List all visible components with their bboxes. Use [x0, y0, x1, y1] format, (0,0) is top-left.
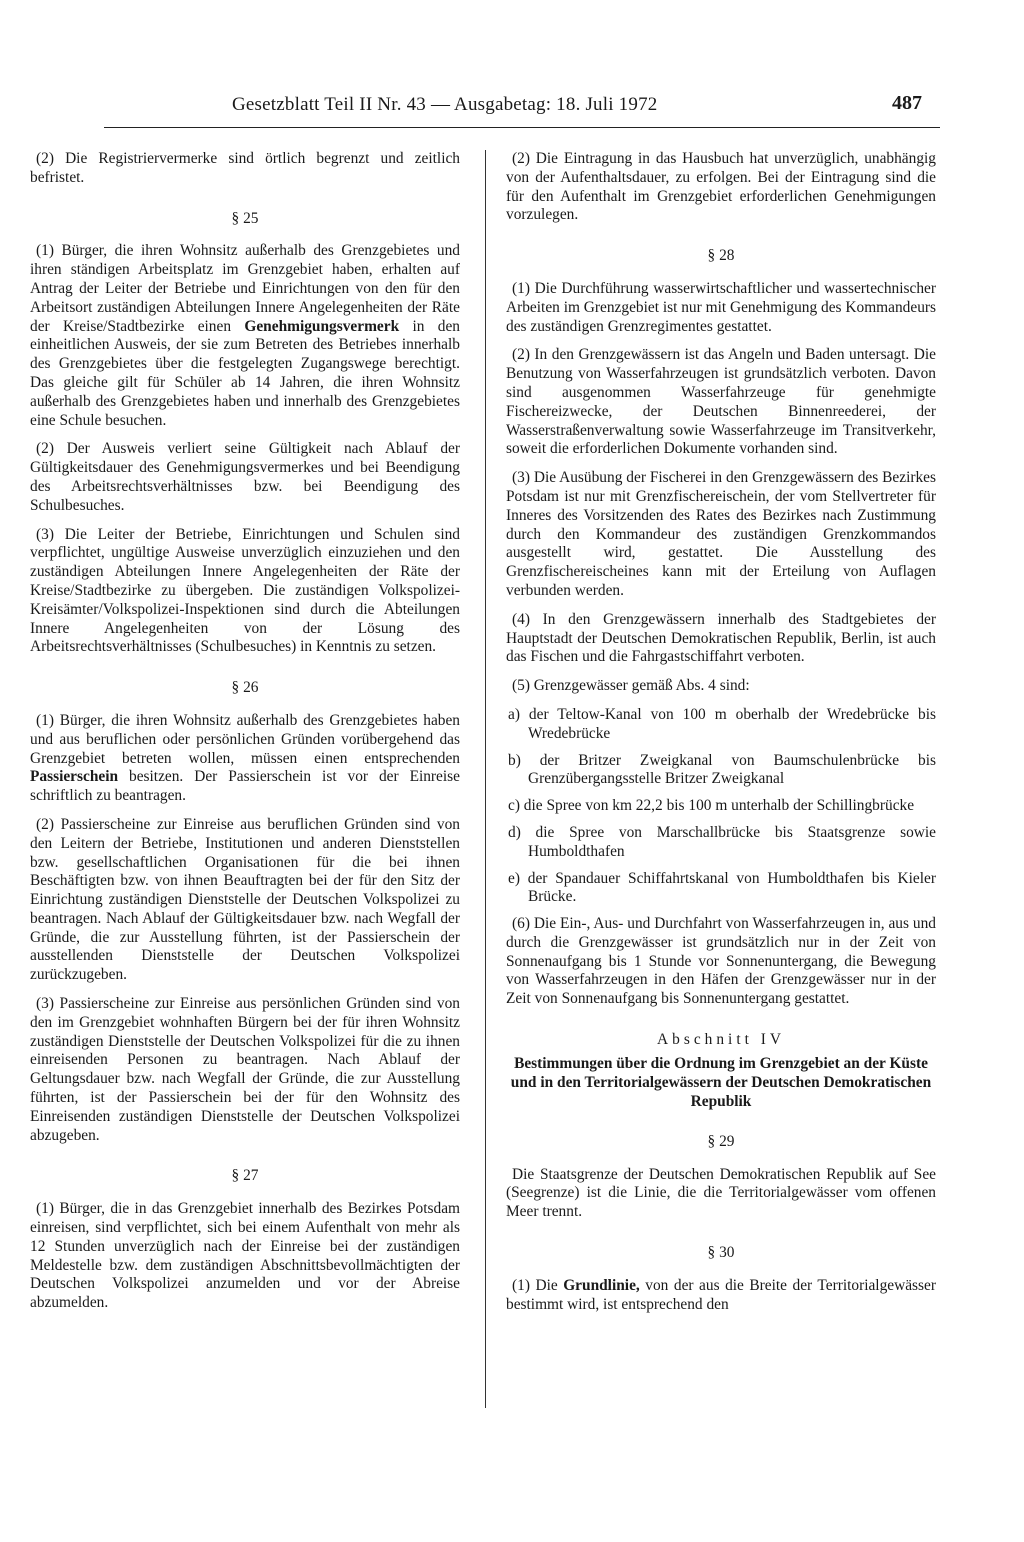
paragraph-30-1 [506, 1277, 936, 1315]
paragraph-27-1: (1) Bürger, die in das Grenzgebiet innerhalb des Bezirkes Potsdam einreisen, sind verpflichtet, sich bei einem Aufenthalt von mehr als 12 Stunden unverzüglich nach der Einreise bei der zuständigen Meldestelle bzw. dem zuständigen Abschnittsbevollmächtigten der Deutschen Volkspolizei anzumelden und vor der Abreise abzumelden. [30, 1200, 460, 1312]
list-item: e) der Spandauer Schiffahrtskanal von Humboldthafen bis Kieler Brücke. [508, 869, 936, 906]
text-run: (1) Die [512, 1276, 564, 1294]
section-heading-29: § 29 [707, 1132, 735, 1150]
page-number: 487 [892, 92, 922, 114]
section-heading-28: § 28 [707, 247, 735, 265]
paragraph-25-2: (2) Der Ausweis verliert seine Gültigkeit nach Ablauf der Gültigkeitsdauer des Genehmigungsvermerkes und bei Beendigung des Arbeitsrechtsverhältnisses bzw. bei Beendigung des Schulbesuches. [30, 440, 460, 514]
page-header [80, 80, 944, 128]
header-title: Gesetzblatt Teil II Nr. 43 — Ausgabetag: 18. Juli 1972 [232, 94, 658, 115]
bold-term-passierschein: Passierschein [30, 768, 119, 786]
section-heading-25: § 25 [231, 209, 259, 227]
section-heading-26: § 26 [231, 679, 259, 697]
paragraph-26-1 [30, 712, 460, 806]
paragraph-28-5: (5) Grenzgewässer gemäß Abs. 4 sind: [512, 677, 750, 695]
paragraph-28-3: (3) Die Ausübung der Fischerei in den Grenzgewässern des Bezirkes Potsdam ist nur mit Grenzfischereischein, der vom Stellvertreter für Inneres des Vorsitzenden des Rates des Bezirkes nach Zustimmung durch den Kommandeur des zuständigen Grenzkommandos ausgestellt wird, gestattet. Die Ausstellung des Grenzfischereischeines kann mit der Erteilung von Auflagen verbunden werden. [506, 469, 936, 599]
paragraph-26-2: (2) Passierscheine zur Einreise aus beruflichen Gründen sind von den Leitern der Betriebe, Institutionen und anderen Dienststellen bzw. gesellschaftlichen Organisationen für die bei ihnen Beschäftigten bzw. von ihnen Beauftragten bei der für den Sitz der Einrichtung zuständigen Dienststelle der Deutschen Volkspolizei zu beantragen. Nach Ablauf der Gültigkeitsdauer bzw. nach Wegfall der Gründe, die zur Ausstellung führten, ist der Passierschein der ausstellenden Dienststelle der Deutschen Volkspolizei zurückzugeben. [30, 815, 460, 984]
abschnitt-label: Abschnitt IV [657, 1031, 785, 1049]
column-divider [485, 150, 486, 1408]
paragraph-28-2: (2) In den Grenzgewässern ist das Angeln und Baden untersagt. Die Benutzung von Wasserfahrzeugen ist grundsätzlich verboten. Davon sind ausgenommen Wasserfahrzeuge für genehmigte Fischereizwecke, der Deutschen Binnenreederei, der Wasserstraßenverwaltung sowie Wasserfahrzeuge im Transitverkehr, soweit die erforderlichen Dokumente vorhanden sind. [506, 346, 936, 458]
text-run: (1) Bürger, die ihren Wohnsitz außerhalb des Grenzgebietes haben und aus beruflichen oder persönlichen Gründen vorübergehend das Grenzgebiet betreten wollen, müssen einen entsprechenden [30, 711, 460, 767]
paragraph-28-4: (4) In den Grenzgewässern innerhalb des Stadtgebietes der Hauptstadt der Deutschen Demokratischen Republik, Berlin, ist auch das Fischen und die Fahrgastschiffahrt verboten. [506, 610, 936, 666]
paragraph-28-1: (1) Die Durchführung wasserwirtschaftlicher und wassertechnischer Arbeiten im Grenzgebiet ist nur mit Genehmigung des Kommandeurs des zuständigen Grenzregimentes gestattet. [506, 279, 936, 335]
paragraph-25-3: (3) Die Leiter der Betriebe, Einrichtungen und Schulen sind verpflichtet, ungültige Ausweise unverzüglich einzuziehen und den zuständigen Abteilungen Innere Angelegenheiten der Räte der Kreise/Stadtbezirke zu übergeben. Die zuständigen Volkspolizei-Kreisämter/Volkspolizei-Inspektionen sind durch die Abteilungen Innere Angelegenheiten von der Lösung des Arbeitsrechtsverhältnisses (Schulbesuches) in Kenntnis zu setzen. [30, 525, 460, 656]
text-run: von der aus die Breite der Territorialgewässer bestimmt wird, ist entsprechend den [506, 1276, 936, 1313]
bold-term-genehmigungsvermerk: Genehmigungsvermerk [244, 317, 400, 335]
text-run: (1) Bürger, die ihren Wohnsitz außerhalb des Grenzgebietes und ihren ständigen Arbeitsplatz im Grenzgebiet haben, erhalten auf Antrag der Leiter der Betriebe und Einrichtungen von den für den Arbeitsort zuständigen Abteilungen Innere Angelegenheiten der Räte der Kreise/Stadtbezirke einen [30, 242, 460, 335]
paragraph-29: Die Staatsgrenze der Deutschen Demokratischen Republik auf See (Seegrenze) ist die Linie, die die Territorialgewässer vom offenen Meer trennt. [506, 1165, 936, 1221]
paragraph-28-6: (6) Die Ein-, Aus- und Durchfahrt von Wasserfahrzeugen in, aus und durch die Grenzgewässer ist grundsätzlich nur in der Zeit von Sonnenaufgang bis 1 Stunde vor Sonnenuntergang, die Bewegung von Wasserfahrzeugen in den Häfen der Grenzgewässer nur in der Zeit von Sonnenaufgang bis Sonnenuntergang gestattet. [506, 915, 936, 1008]
header-rule [104, 127, 940, 128]
bold-term-grundlinie: Grundlinie, [563, 1276, 640, 1294]
paragraph-27-2: (2) Die Eintragung in das Hausbuch hat unverzüglich, unabhängig von der Aufenthaltsdauer, zu erfolgen. Bei der Eintragung sind die für den Aufenthalt im Grenzgebiet erforderlichen Genehmigungen vorzulegen. [506, 150, 936, 224]
list-item: a) der Teltow-Kanal von 100 m oberhalb der Wredebrücke bis Wredebrücke [508, 705, 936, 742]
paragraph-25-1 [30, 242, 460, 430]
section-heading-30: § 30 [707, 1244, 735, 1262]
list-item: b) der Britzer Zweigkanal von Baumschulenbrücke bis Grenzübergangsstelle Britzer Zweigkanal [508, 751, 936, 788]
text-run: besitzen. Der Passierschein ist vor der Einreise schriftlich zu beantragen. [30, 768, 460, 805]
left-column [30, 150, 460, 1323]
list-item: c) die Spree von km 22,2 bis 100 m unterhalb der Schillingbrücke [508, 797, 915, 815]
paragraph-24-2: (2) Die Registriervermerke sind örtlich begrenzt und zeitlich befristet. [30, 150, 460, 186]
paragraph-26-3: (3) Passierscheine zur Einreise aus persönlichen Gründen sind von den im Grenzgebiet wohnhaften Bürgern bei der für ihren Wohnsitz zuständigen Dienststelle der Deutschen Volkspolizei für die zu ihnen einreisenden Personen zu beantragen. Nach Ablauf der Geltungsdauer bzw. nach Wegfall der Gründe, die zur Ausstellung führten, ist der Passierschein bei der für den Wohnsitz des Einreisenden zuständigen Dienststelle der Deutschen Volkspolizei abzugeben. [30, 995, 460, 1144]
section-heading-27: § 27 [231, 1167, 259, 1185]
abschnitt-title: Bestimmungen über die Ordnung im Grenzgebiet an der Küste und in den Territorialgewässern der Deutschen Demokratischen Republik [510, 1054, 932, 1110]
list-item: d) die Spree von Marschallbrücke bis Staatsgrenze sowie Humboldthafen [508, 823, 936, 860]
text-run: in den einheitlichen Ausweis, der sie zum Betreten des Betriebes innerhalb des Grenzgebietes über die festgelegten Zugangswege berechtigt. Das gleiche gilt für Schüler ab 14 Jahren, die ihren Wohnsitz außerhalb des Grenzgebietes haben und innerhalb des Grenzgebietes eine Schule besuchen. [30, 317, 461, 429]
right-column [506, 150, 936, 1324]
